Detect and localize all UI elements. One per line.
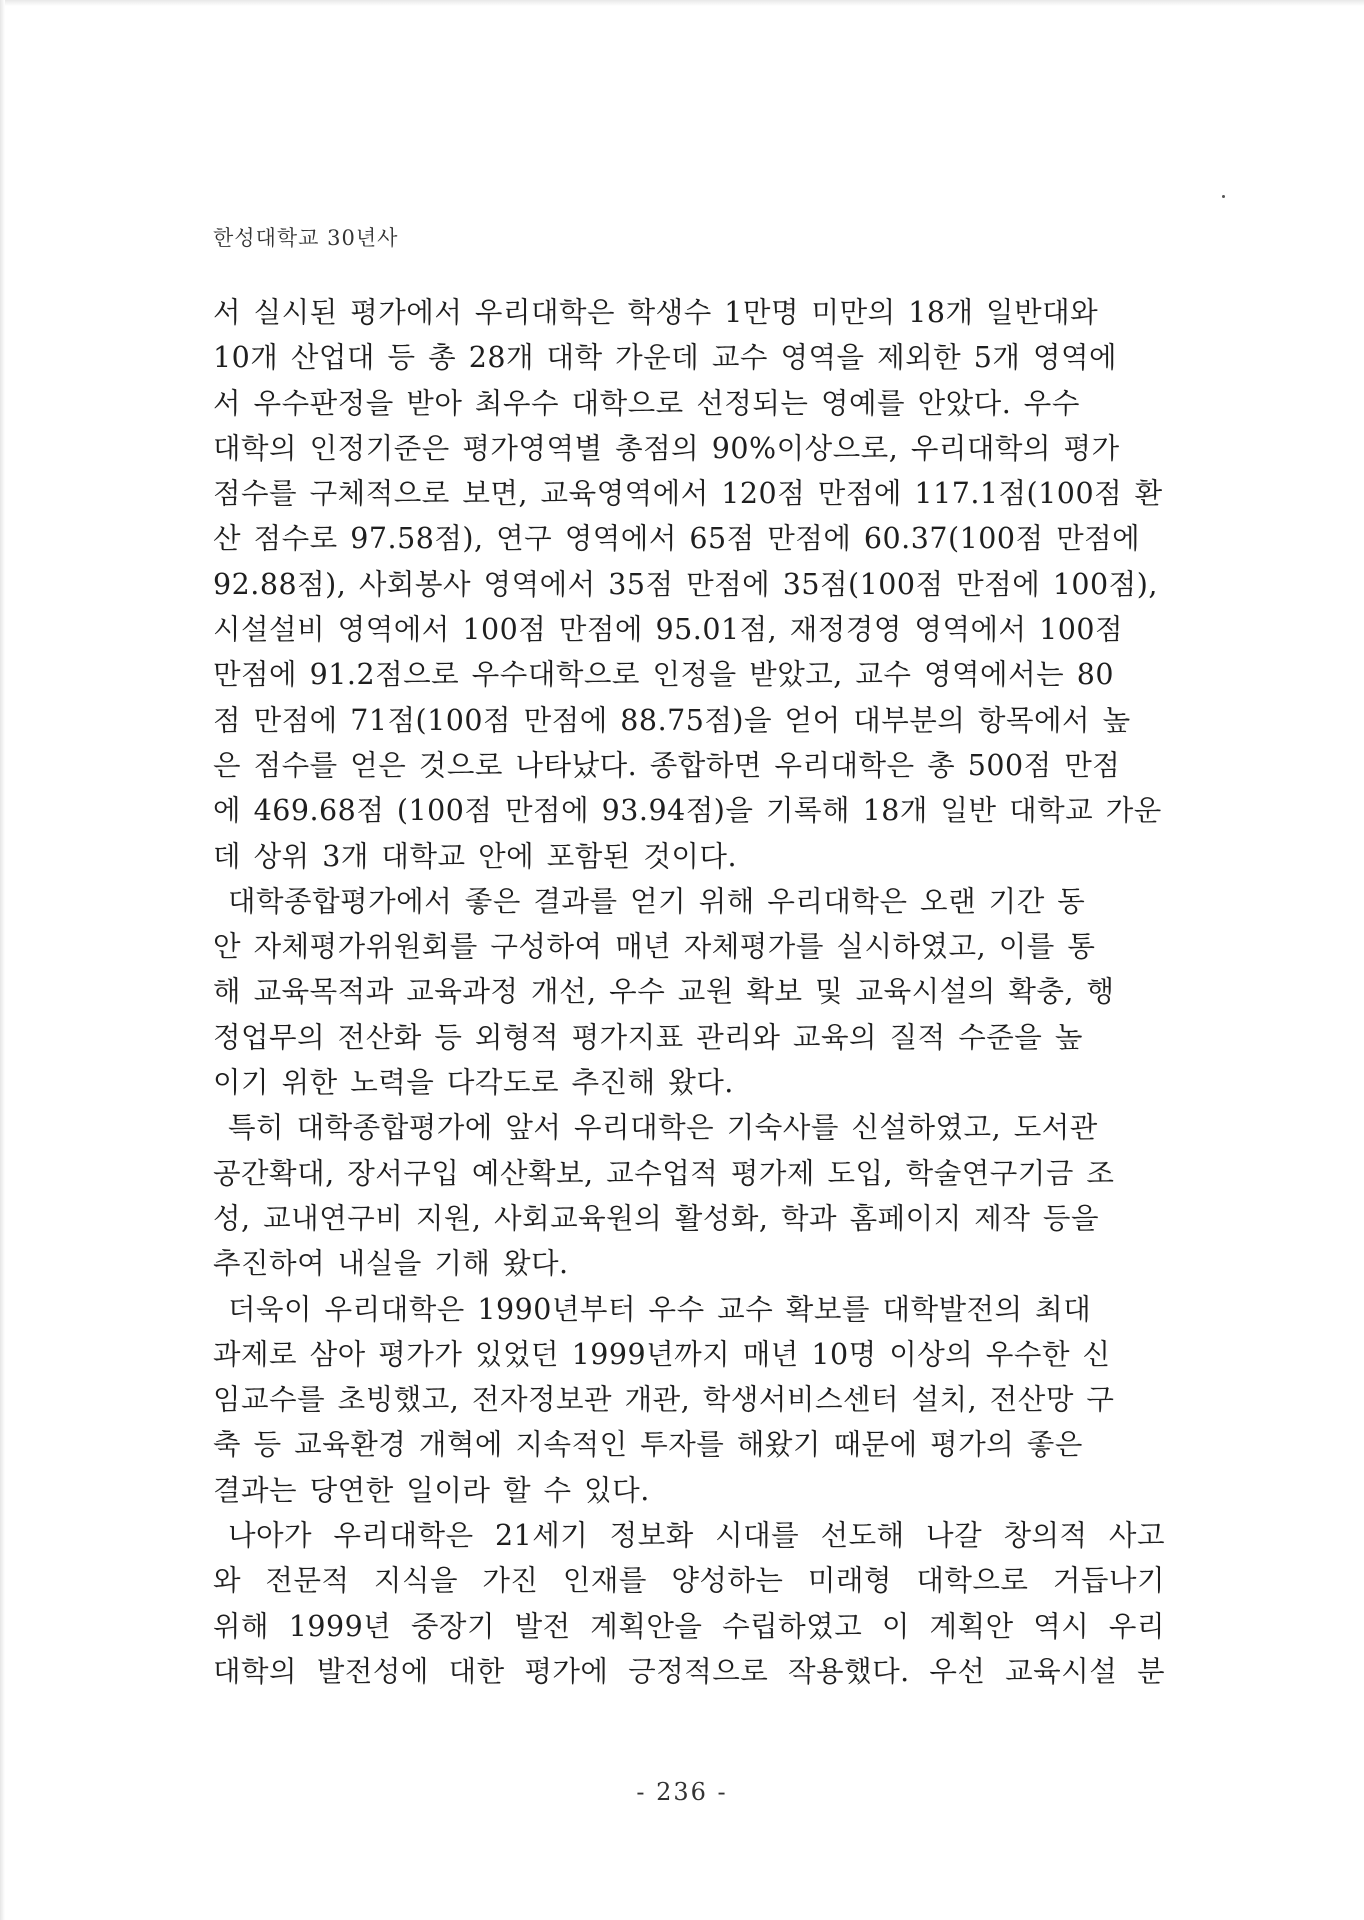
page-edge	[0, 0, 1364, 6]
scan-speck	[1222, 195, 1225, 198]
running-header: 한성대학교 30년사	[213, 226, 399, 250]
body-text	[213, 290, 1165, 1694]
paragraph-2: 대학종합평가에서 좋은 결과를 얻기 위해 우리대학은 오랜 기간 동 안 자체평가위원회를 구성하여 매년 자체평가를 실시하였고, 이를 통 해 교육목적과 교육과정 개선, 우수 교원 확보 및 교육시설의 확충, 행 정업무의 전산화 등 외형적 평가지표 관리와 교육의 질적 수준을 높 이기 위한 노력을 다각도로 추진해 왔다.	[213, 884, 1115, 1100]
paragraph-3: 특히 대학종합평가에 앞서 우리대학은 기숙사를 신설하였고, 도서관 공간확대, 장서구입 예산확보, 교수업적 평가제 도입, 학술연구기금 조 성, 교내연구비 지원, 사회교육원의 활성화, 학과 홈페이지 제작 등을 추진하여 내실을 기해 왔다.	[213, 1111, 1115, 1281]
page-edge-left	[0, 0, 5, 1920]
paragraph-5: 나아가 우리대학은 21세기 정보화 시대를 선도해 나갈 창의적 사고 와 전문적 지식을 가진 인재를 양성하는 미래형 대학으로 거듭나기 위해 1999년 중장기 발전 계획안을 수립하였고 이 계획안 역시 우리 대학의 발전성에 대한 평가에 긍정적으로 작용했다. 우선 교육시설 분	[213, 1519, 1165, 1688]
page-number: - 236 -	[636, 1778, 728, 1806]
paragraph-4: 더욱이 우리대학은 1990년부터 우수 교수 확보를 대학발전의 최대 과제로 삼아 평가가 있었던 1999년까지 매년 10명 이상의 우수한 신 임교수를 초빙했고, 전자정보관 개관, 학생서비스센터 설치, 전산망 구 축 등 교육환경 개혁에 지속적인 투자를 해왔기 때문에 평가의 좋은 결과는 당연한 일이라 할 수 있다.	[213, 1292, 1115, 1507]
paragraph-1: 서 실시된 평가에서 우리대학은 학생수 1만명 미만의 18개 일반대와 10개 산업대 등 총 28개 대학 가운데 교수 영역을 제외한 5개 영역에 서 우수판정을 받아 최우수 대학으로 선정되는 영예를 안았다. 우수 대학의 인정기준은 평가영역별 총점의 90%이상으로, 우리대학의 평가 점수를 구체적으로 보면, 교육영역에서 120점 만점에 117.1점(100점 환 산 점수로 97.58점), 연구 영역에서 65점 만점에 60.37(100점 만점에 92.88점), 사회봉사 영역에서 35점 만점에 35점(100점 만점에 100점), 시설설비 영역에서 100점 만점에 95.01점, 재정경영 영역에서 100점 만점에 91.2점으로 우수대학으로 인정을 받았고, 교수 영역에서는 80 점 만점에 71점(100점 만점에 88.75점)을 얻어 대부분의 항목에서 높 은 점수를 얻은 것으로 나타났다. 종합하면 우리대학은 총 500점 만점 에 469.68점 (100점 만점에 93.94점)을 기록해 18개 일반 대학교 가운 데 상위 3개 대학교 안에 포함된 것이다.	[213, 296, 1163, 873]
